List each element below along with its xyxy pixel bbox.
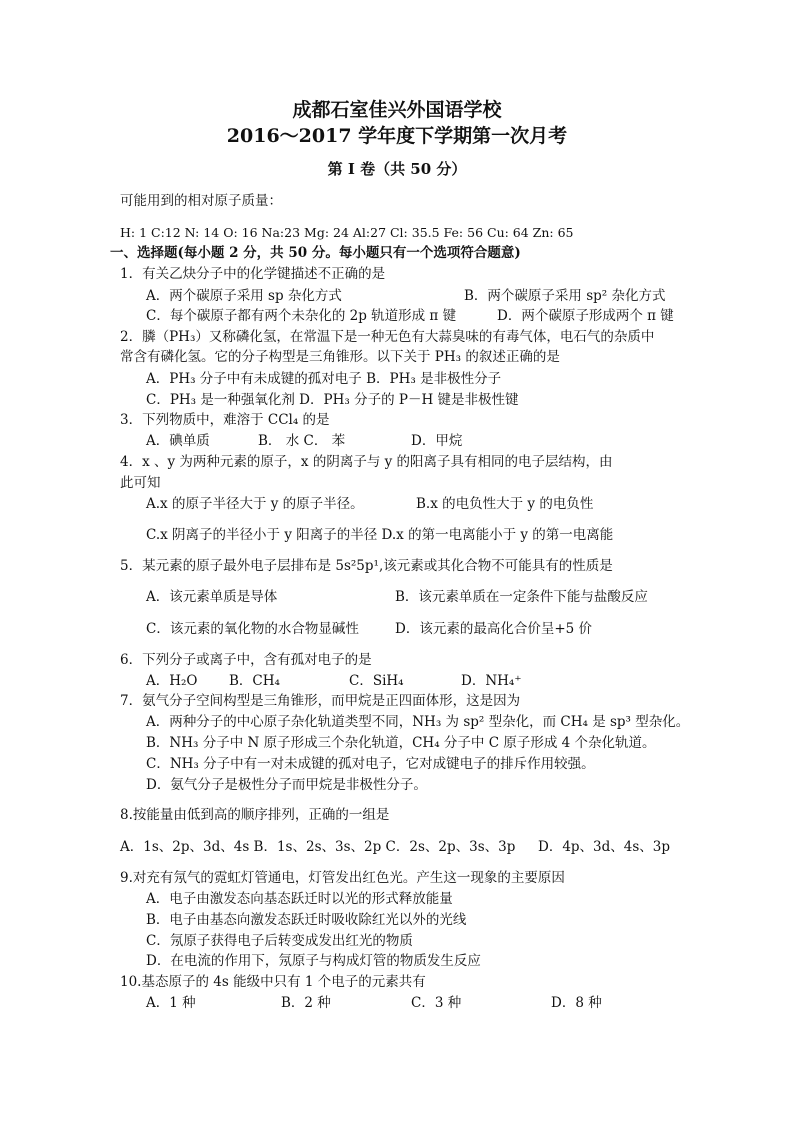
question-7-option-d: D．氨气分子是极性分子而甲烷是非极性分子。	[146, 777, 427, 793]
question-4-option-a: A.x 的原子半径大于 y 的原子半径。	[146, 496, 364, 512]
question-4-stem-line1: 4．x 、y 为两种元素的原子，x 的阴离子与 y 的阳离子具有相同的电子层结构，由	[120, 454, 613, 470]
question-1-option-c: C．每个碳原子都有两个未杂化的 2p 轨道形成 π 键	[146, 308, 457, 324]
question-7-option-b: B．NH₃ 分子中 N 原子形成三个杂化轨道，CH₄ 分子中 C 原子形成 4 个杂化轨道。	[146, 735, 656, 751]
question-10-option-a: A．1 种	[146, 995, 196, 1011]
question-5-option-a: A．该元素单质是导体	[146, 589, 278, 605]
question-7-option-a: A．两种分子的中心原子杂化轨道类型不同，NH₃ 为 sp² 型杂化，而 CH₄ 是 sp³ 型杂化。	[146, 714, 690, 730]
question-7-option-c: C．NH₃ 分子中有一对未成键的孤对电子，它对成键电子的排斥作用较强。	[146, 756, 595, 772]
question-9-option-a: A．电子由激发态向基态跃迁时以光的形式释放能量	[146, 891, 453, 907]
question-6-option-a: A．H₂O	[146, 673, 198, 689]
question-2-options-cd: C．PH₃ 是一种强氧化剂 D．PH₃ 分子的 P－H 键是非极性键	[146, 392, 519, 408]
atomic-mass-label: 可能用到的相对原子质量：	[120, 193, 282, 209]
school-name: 成都石室佳兴外国语学校	[292, 99, 502, 121]
question-3-option-d: D．甲烷	[411, 433, 463, 449]
question-1-option-b: B．两个碳原子采用 sp² 杂化方式	[464, 288, 666, 304]
question-10-option-d: D．8 种	[551, 995, 602, 1011]
question-7-stem: 7．氨气分子空间构型是三角锥形，而甲烷是正四面体形，这是因为	[120, 693, 521, 709]
question-8-option-d: D．4p、3d、4s、3p	[538, 839, 671, 855]
question-4-stem-line2: 此可知	[120, 475, 161, 491]
volume-title: 第 Ⅰ 卷（共 50 分）	[327, 160, 467, 178]
question-9-option-b: B．电子由基态向激发态跃迁时吸收除红光以外的光线	[146, 912, 467, 928]
question-5-option-b: B．该元素单质在一定条件下能与盐酸反应	[395, 589, 648, 605]
question-2-stem-line2: 常含有磷化氢。它的分子构型是三角锥形。以下关于 PH₃ 的叙述正确的是	[120, 349, 560, 365]
question-8-options-abc: A．1s、2p、3d、4s B．1s、2s、3s、2p C．2s、2p、3s、3p	[120, 839, 516, 855]
question-3-stem: 3．下列物质中，难溶于 CCl₄ 的是	[120, 412, 330, 428]
question-1-option-a: A．两个碳原子采用 sp 杂化方式	[146, 288, 342, 304]
question-6-option-b: B．CH₄	[229, 673, 280, 689]
question-1-stem: 1．有关乙炔分子中的化学键描述不正确的是	[120, 266, 386, 282]
atomic-mass-values: H: 1 C:12 N: 14 O: 16 Na:23 Mg: 24 Al:27 Cl: 35.5 Fe: 56 Cu: 64 Zn: 65	[120, 225, 574, 240]
question-10-option-b: B．2 种	[281, 995, 331, 1011]
question-9-option-d: D．在电流的作用下，氖原子与构成灯管的物质发生反应	[146, 953, 481, 969]
question-3-options-bc: B． 水 C． 苯	[258, 433, 346, 449]
question-2-stem-line1: 2．膦（PH₃）又称磷化氢，在常温下是一种无色有大蒜臭味的有毒气体，电石气的杂质中	[120, 329, 655, 345]
question-2-options-ab: A．PH₃ 分子中有未成键的孤对电子 B．PH₃ 是非极性分子	[146, 371, 502, 387]
question-10-stem: 10.基态原子的 4s 能级中只有 1 个电子的元素共有	[120, 974, 426, 990]
question-9-stem: 9.对充有氖气的霓虹灯管通电，灯管发出红色光。产生这一现象的主要原因	[120, 870, 565, 886]
question-4-option-b: B.x 的电负性大于 y 的电负性	[416, 496, 594, 512]
question-5-option-d: D．该元素的最高化合价呈+5 价	[395, 621, 593, 637]
question-1-option-d: D．两个碳原子形成两个 π 键	[497, 308, 674, 324]
question-4-options-cd: C.x 阴离子的半径小于 y 阳离子的半径 D.x 的第一电离能小于 y 的第一电离能	[146, 527, 614, 543]
question-6-option-c: C．SiH₄	[349, 673, 404, 689]
question-5-option-c: C．该元素的氧化物的水合物显碱性	[146, 621, 359, 637]
section-heading: 一、选择题(每小题 2 分，共 50 分。每小题只有一个选项符合题意)	[110, 245, 521, 261]
question-9-option-c: C．氖原子获得电子后转变成发出红光的物质	[146, 933, 413, 949]
question-3-option-a: A．碘单质	[146, 433, 210, 449]
question-6-option-d: D．NH₄⁺	[461, 673, 522, 689]
question-6-stem: 6．下列分子或离子中，含有孤对电子的是	[120, 652, 372, 668]
question-8-stem: 8.按能量由低到高的顺序排列，正确的一组是	[120, 807, 390, 823]
question-5-stem: 5．某元素的原子最外电子层排布是 5s²5p¹,该元素或其化合物不可能具有的性质是	[120, 558, 613, 574]
exam-title: 2016～2017 学年度下学期第一次月考	[226, 125, 568, 147]
question-10-option-c: C．3 种	[411, 995, 462, 1011]
